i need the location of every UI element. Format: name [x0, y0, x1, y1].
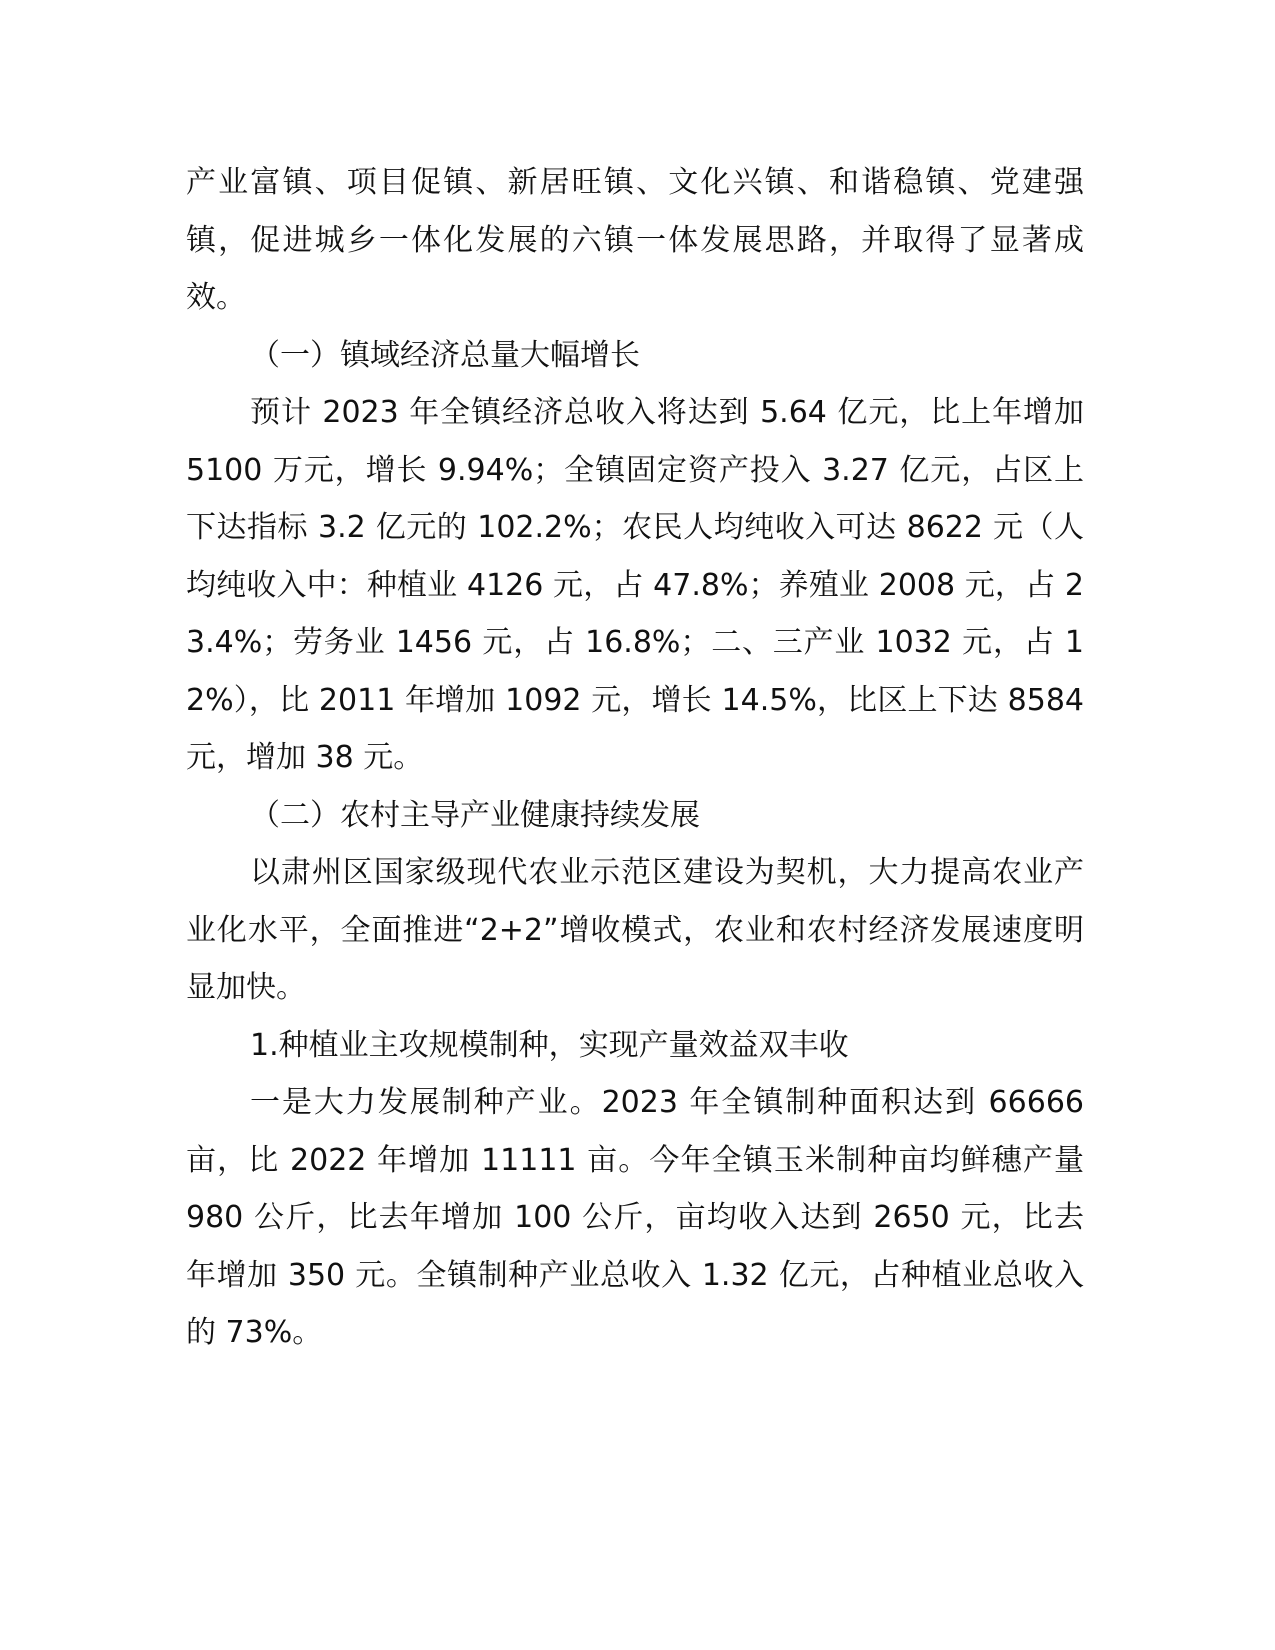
intro-paragraph: 产业富镇、项目促镇、新居旺镇、文化兴镇、和谐稳镇、党建强镇，促进城乡一体化发展的六镇一体发展思路，并取得了显著成效。: [186, 165, 1084, 315]
economy-paragraph: 预计 2023 年全镇经济总收入将达到 5.64 亿元，比上年增加 5100 万元，增长 9.94%；全镇固定资产投入 3.27 亿元，占区上下达指标 3.2 亿元的 102.2%；农民人均纯收入可达 8622 元（人均纯收入中：种植业 4126 元，占 47.8%；养殖业 2008 元，占 23.4%；劳务业 1456 元，占 16.8%；二、三产业 1032 元，占 12%），比 2011 年增加 1092 元，增长 14.5%，比区上下达 8584 元，增加 38 元。: [186, 395, 1084, 775]
subsection-heading-planting: 1.种植业主攻规模制种，实现产量效益双丰收: [250, 1027, 849, 1063]
document-body: [186, 154, 1084, 1362]
section-heading-industry: （二）农村主导产业健康持续发展: [250, 797, 700, 833]
section-heading-economy: （一）镇域经济总量大幅增长: [250, 337, 640, 373]
planting-paragraph: 一是大力发展制种产业。2023 年全镇制种面积达到 66666 亩，比 2022 年增加 11111 亩。今年全镇玉米制种亩均鲜穗产量 980 公斤，比去年增加 100 公斤，亩均收入达到 2650 元，比去年增加 350 元。全镇制种产业总收入 1.32 亿元，占种植业总收入的 73%。: [186, 1085, 1084, 1350]
industry-paragraph: 以肃州区国家级现代农业示范区建设为契机，大力提高农业产业化水平，全面推进“2+2”增收模式，农业和农村经济发展速度明显加快。: [186, 855, 1084, 1005]
